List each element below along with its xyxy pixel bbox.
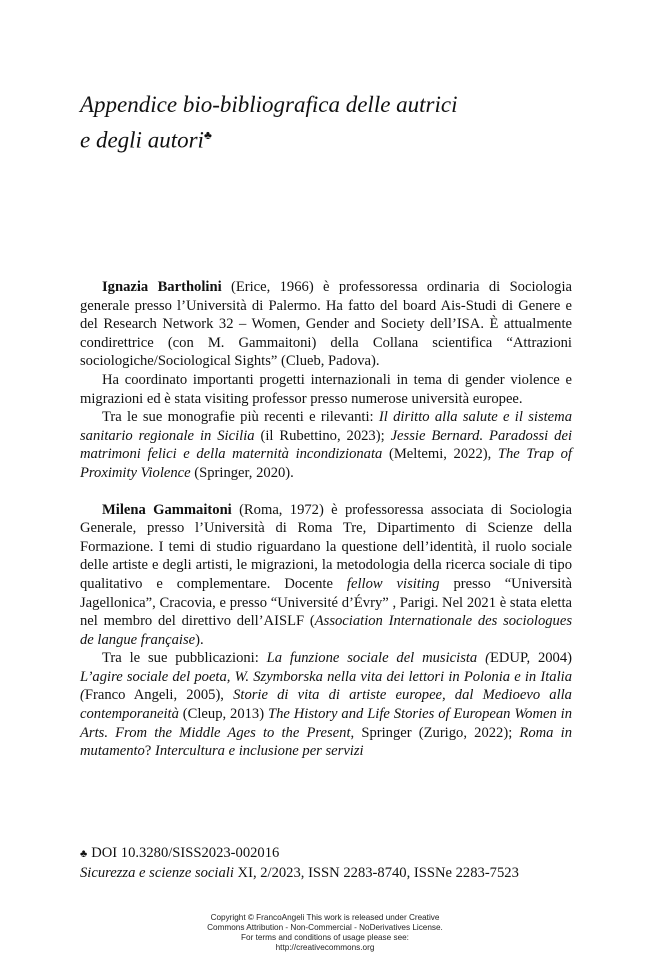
work-title: Jessie Bernard. Paradossi dei matrimoni felici e della maternità incondizionata xyxy=(80,427,572,463)
text-run: (Springer, 2020). xyxy=(190,464,294,481)
text-run: Franco Angeli, 2005), xyxy=(84,687,234,704)
text-run: ). xyxy=(195,631,204,648)
bio-paragraph xyxy=(80,371,572,408)
footnote-marker: ♣ xyxy=(80,848,88,860)
author-name: Milena Gammaitoni xyxy=(102,501,232,518)
work-title: Roma in mutamento xyxy=(80,724,572,760)
work-title: Association Internationale des sociologues de langue française xyxy=(80,613,572,648)
footnote-marker: ♣ xyxy=(203,128,212,142)
text-run: (Erice, 1966) è professoressa ordinaria di Sociologia generale presso l’Università di Palermo. Ha fatto del board Ais-Studi di Genere e del Research Network 32 – Women, Gender and Society dell’ISA. È attualmente condirettrice (con M. Gammaitoni) della Collana scientifica “Attrazioni sociologiche/Sociological Sights” (Clueb, Padova). xyxy=(80,279,572,370)
text-run: Ha coordinato importanti progetti internazionali in tema di gender violence e migrazioni ed è stata visiting professor presso numerose università europee. xyxy=(80,371,572,407)
work-title: L’agire sociale del poeta, W. Szymborska nella vita dei lettori in Polonia e in Italia ( xyxy=(80,668,572,704)
text-run: Tra le sue monografie più recenti e rilevanti: xyxy=(102,409,379,426)
text-run: (Cleup, 2013) xyxy=(178,706,268,723)
footnote xyxy=(80,844,580,883)
text-run: , Springer (Zurigo, 2022); xyxy=(350,724,520,741)
title-line-1: Appendice bio-bibliografica delle autrici xyxy=(80,92,458,117)
chapter-title xyxy=(80,90,580,156)
work-title: The Trap of Proximity Violence xyxy=(80,446,572,481)
work-title: The History and Life Stories of European Women in Arts. From the Middle Ages to the Present xyxy=(80,706,572,741)
text-run: EDUP, 2004) xyxy=(489,650,572,667)
text-run: presso “Università Jagellonica”, Cracovia, e presso “Université d’Évry” , Parigi. Nel 2021 è stata eletta nel membro del direttivo dell’AISLF ( xyxy=(80,575,572,630)
work-title: Intercultura e inclusione per servizi xyxy=(155,743,364,760)
bio-paragraph xyxy=(80,408,572,482)
journal-issue: XI, 2/2023, ISSN 2283-8740, ISSNe 2283-7523 xyxy=(233,865,519,881)
copyright-line-2: Commons Attribution - Non-Commercial - NoDerivatives License. xyxy=(207,923,443,932)
author-name: Ignazia Bartholini xyxy=(102,279,222,295)
work-title: Storie di vita di artiste europee, dal Medioevo alla contemporaneità xyxy=(80,687,572,723)
work-title: fellow visiting xyxy=(346,575,440,592)
copyright-url[interactable]: http://creativecommons.org xyxy=(275,943,375,952)
footnote-journal-line xyxy=(80,864,580,883)
copyright-notice xyxy=(150,913,500,953)
text-run: (Roma, 1972) è professoressa associata di Sociologia Generale, presso l’Università di Roma Tre, Dipartimento di Scienze della Formazione. I temi di studio riguardano la questione dell’identità, il ruolo sociale delle artiste e degli artisti, le migrazioni, la metodologia della ricerca sociale di tipo qualitativo e complementare. Docente xyxy=(80,501,572,592)
journal-title: Sicurezza e scienze sociali xyxy=(80,865,234,881)
doi: DOI 10.3280/SISS2023-002016 xyxy=(91,845,280,861)
bio-paragraph xyxy=(80,649,572,761)
text-run: Tra le sue pubblicazioni: xyxy=(102,650,267,667)
footnote-doi-line xyxy=(80,844,580,864)
work-title: Il diritto alla salute e il sistema sanitario regionale in Sicilia xyxy=(80,409,572,444)
bio-paragraph-intro xyxy=(80,501,572,650)
bio-section xyxy=(80,278,572,761)
bio-paragraph-intro xyxy=(80,278,572,371)
title-line-2: e degli autori xyxy=(80,127,204,153)
text-run: (il Rubettino, 2023); xyxy=(254,427,391,444)
copyright-line-1: Copyright © FrancoAngeli This work is released under Creative xyxy=(210,913,440,922)
text-run: (Meltemi, 2022), xyxy=(382,446,498,463)
text-run: ? xyxy=(144,743,155,760)
copyright-line-3: For terms and conditions of usage please see: xyxy=(241,933,409,942)
work-title: La funzione sociale del musicista ( xyxy=(266,650,490,667)
